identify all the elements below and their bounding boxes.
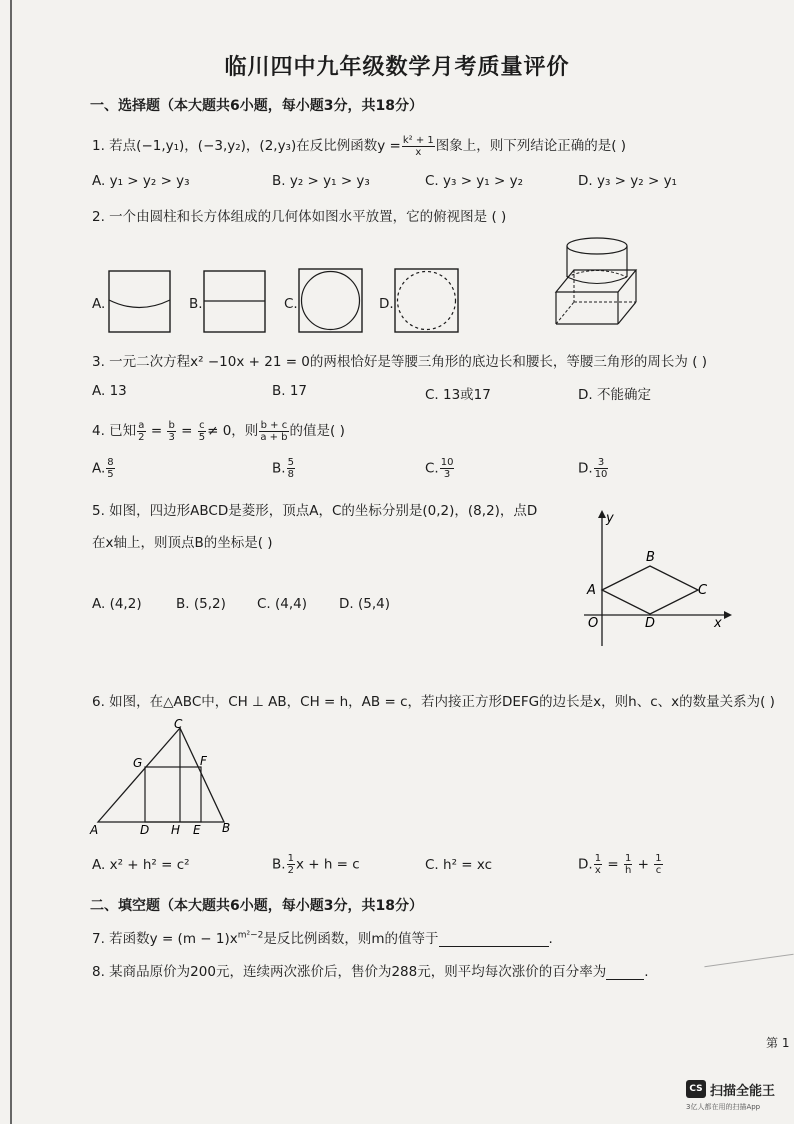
q2-option-a-label: A. [92, 296, 106, 312]
q8-period: . [644, 964, 649, 980]
q1-option-d: D. y₃ > y₂ > y₁ [578, 173, 677, 189]
scanner-watermark-sub: 3亿人都在用的扫描App [686, 1103, 761, 1111]
q4-option-b-letter: B. [272, 460, 286, 477]
q6-option-b-letter: B. [272, 856, 286, 873]
q6-label-e: E [193, 823, 201, 837]
q6-option-d-frac-x [594, 853, 602, 876]
q6-option-a: A. x² + h² = c² [92, 857, 190, 873]
q6-option-d-den-1: x [594, 865, 601, 876]
q6-option-d-eq: = [607, 856, 619, 873]
q6-option-d-num-3: 1 [655, 853, 662, 864]
q5-label-d: D [645, 616, 656, 631]
q4-frac-expr-num: b + c [260, 419, 288, 431]
q5-option-a: A. (4,2) [92, 596, 142, 612]
q4-frac-b3-den: 3 [168, 431, 175, 443]
q4-option-d-num: 3 [594, 457, 609, 469]
q5-label-o: O [588, 616, 599, 631]
q4-frac-c5-den: 5 [198, 431, 206, 443]
q5-option-c: C. (4,4) [257, 596, 308, 612]
question-7 [92, 927, 553, 947]
q5-label-a: A [587, 583, 596, 598]
q4-text-post: 的值是( ) [289, 423, 345, 439]
q2-view-b [203, 270, 267, 334]
question-2: 2. 一个由圆柱和长方体组成的几何体如图水平放置，它的俯视图是 ( ) [92, 209, 507, 225]
q2-option-c-label: C. [284, 296, 298, 312]
q1-option-c: C. y₃ > y₁ > y₂ [425, 173, 524, 189]
q2-solid-figure [552, 232, 652, 328]
question-1 [92, 134, 626, 158]
q6-option-d [578, 853, 664, 876]
question-8 [92, 960, 649, 980]
q6-option-b-rest: x + h = c [295, 856, 360, 873]
q4-frac-a2 [137, 420, 145, 443]
q3-option-d: D. 不能确定 [578, 387, 651, 403]
q4-option-b-den: 8 [287, 469, 294, 480]
q2-view-a [108, 270, 172, 334]
question-3: 3. 一元二次方程x² −10x + 21 = 0的两根恰好是等腰三角形的底边长和腰长，等腰三角形的周长为 ( ) [92, 354, 708, 370]
q3-option-b: B. 17 [272, 383, 308, 399]
q2-view-d [394, 268, 460, 334]
q4-frac-b3-num: b [168, 419, 175, 431]
q6-label-g: G [133, 756, 143, 770]
q4-option-b-num: 5 [287, 457, 294, 468]
q6-option-d-letter: D. [578, 856, 593, 873]
scanner-watermark-name: 扫描全能王 [710, 1084, 776, 1099]
q5-option-d: D. (5,4) [339, 596, 390, 612]
scan-edge-shadow [10, 0, 12, 1124]
q7-text-post: 是反比例函数，则m的值等于 [263, 931, 439, 947]
q4-text-mid: ≠ 0，则 [207, 423, 259, 439]
q5-rhombus-figure [578, 506, 744, 652]
q6-option-d-den-2: h [624, 865, 632, 876]
q6-label-c: C [174, 717, 183, 731]
q4-frac-c5 [198, 420, 206, 443]
q4-option-c-letter: C. [425, 460, 439, 477]
question-5-line-1: 5. 如图，四边形ABCD是菱形，顶点A，C的坐标分别是(0,2)，(8,2)，点D [92, 503, 538, 519]
scanner-logo-icon: CS [686, 1080, 706, 1098]
section-choice-heading: 一、选择题（本大题共6小题，每小题3分，共18分） [90, 98, 423, 114]
q6-option-d-den-3: c [655, 865, 662, 876]
q6-label-h: H [171, 823, 181, 837]
q1-text-pre: 1. 若点(−1,y₁)，(−3,y₂)，(2,y₃)在反比例函数y = [92, 138, 401, 154]
q5-label-c: C [698, 583, 708, 598]
q1-fraction [402, 135, 435, 158]
q7-exponent: m²−2 [237, 930, 264, 941]
q5-label-b: B [646, 550, 655, 565]
q6-label-b: B [222, 821, 231, 835]
q6-option-d-frac-h [624, 853, 632, 876]
q4-frac-expr [259, 420, 288, 443]
q5-label-y: y [606, 511, 614, 526]
q4-option-a-den: 5 [107, 469, 114, 480]
q5-label-x: x [714, 616, 722, 631]
q6-option-d-num-1: 1 [594, 853, 602, 864]
q1-frac-num: k² + 1 [402, 134, 434, 146]
q6-option-c: C. h² = xc [425, 857, 493, 873]
q4-frac-a2-num: a [138, 419, 145, 431]
q4-option-b [272, 457, 296, 480]
q1-text-post: 图象上，则下列结论正确的是( ) [435, 138, 627, 154]
q6-option-b-frac [287, 853, 295, 876]
q6-option-d-plus: + [637, 856, 649, 873]
q4-option-a-letter: A. [92, 460, 106, 477]
q2-option-d-label: D. [379, 296, 394, 312]
q4-frac-b3 [167, 420, 175, 443]
q4-option-d [578, 457, 609, 480]
q8-text: 8. 某商品原价为200元，连续两次涨价后，售价为288元，则平均每次涨价的百分率为 [92, 964, 607, 980]
q4-option-c-num: 10 [440, 457, 454, 468]
q4-frac-a2-den: 2 [138, 431, 145, 443]
q4-option-a-num: 8 [107, 457, 114, 468]
q6-label-a: A [90, 823, 99, 837]
question-5-line-2: 在x轴上，则顶点B的坐标是( ) [92, 535, 273, 551]
q4-text-pre: 4. 已知 [92, 423, 137, 439]
scan-fold-line [704, 954, 793, 968]
q4-option-d-frac [594, 457, 609, 480]
q5-option-b: B. (5,2) [176, 596, 226, 612]
q6-triangle-figure [88, 716, 238, 840]
q1-frac-den: x [415, 146, 422, 158]
q6-option-b [272, 853, 360, 876]
q6-option-d-num-2: 1 [624, 853, 632, 864]
q6-label-d: D [140, 823, 150, 837]
q6-option-b-num: 1 [287, 853, 294, 864]
q4-option-b-frac [287, 457, 295, 480]
q4-option-c-den: 3 [443, 469, 451, 480]
q8-answer-blank[interactable] [606, 965, 644, 980]
q6-label-f: F [200, 754, 207, 768]
q3-option-a: A. 13 [92, 383, 127, 399]
q6-option-b-den: 2 [287, 865, 294, 876]
q4-option-d-letter: D. [578, 460, 593, 477]
q4-frac-c5-num: c [199, 419, 205, 431]
question-4: 4. 已知 $\frac{a}{2}$ = $\frac{b}{3}$ = $\frac{c}{5}$ ≠ 0，则 $\frac{b + c}{a + b}$ 的值是( ) [92, 419, 345, 443]
page-number: 第 1 [766, 1036, 790, 1050]
q4-option-a-frac [106, 457, 114, 480]
q2-view-c [298, 268, 364, 334]
page-title: 临川四中九年级数学月考质量评价 [224, 55, 570, 80]
q4-frac-expr-den: a + b [260, 431, 288, 443]
q7-period: . [548, 931, 553, 947]
q7-text-pre: 7. 若函数y = (m − 1)x [92, 931, 238, 947]
q6-option-d-frac-c [654, 853, 662, 876]
q4-option-c-frac [440, 457, 455, 480]
question-6: 6. 如图，在△ABC中，CH ⊥ AB，CH = h，AB = c，若内接正方形DEFG的边长是x，则h、c、x的数量关系为( ) [92, 694, 775, 710]
q4-option-c [425, 457, 455, 480]
q1-option-a: A. y₁ > y₂ > y₃ [92, 173, 190, 189]
q3-option-c: C. 13或17 [425, 387, 491, 403]
q4-option-a [92, 457, 116, 480]
q7-answer-blank[interactable] [439, 932, 549, 947]
q1-option-b: B. y₂ > y₁ > y₃ [272, 173, 370, 189]
q2-option-b-label: B. [189, 296, 203, 312]
q4-option-d-den: 10 [594, 469, 608, 480]
section-fill-heading: 二、填空题（本大题共6小题，每小题3分，共18分） [90, 898, 423, 914]
